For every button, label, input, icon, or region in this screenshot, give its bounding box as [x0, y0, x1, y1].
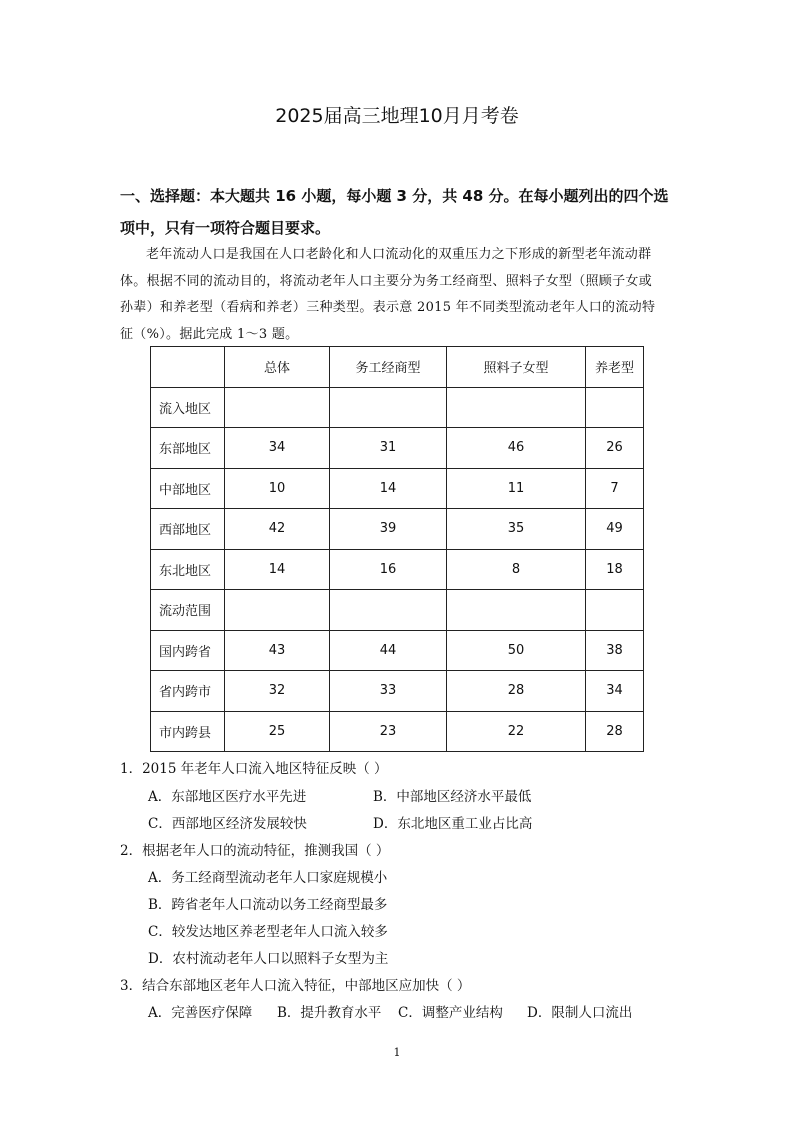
table-cell: 22	[447, 711, 586, 752]
table-row	[151, 711, 644, 752]
table-cell	[330, 387, 447, 428]
table-row-label: 东北地区	[151, 549, 225, 590]
table-cell: 14	[225, 549, 330, 590]
table-row-label: 流入地区	[151, 387, 225, 428]
data-table	[150, 346, 644, 752]
table-cell: 31	[330, 428, 447, 469]
question-1-option-a: A．东部地区医疗水平先进	[148, 789, 307, 805]
question-2-stem: 2．根据老年人口的流动特征，推测我国（ ）	[120, 843, 390, 859]
table-cell	[447, 387, 586, 428]
exam-title: 2025届高三地理10月月考卷	[275, 105, 519, 127]
table-row-label: 国内跨省	[151, 630, 225, 671]
table-cell	[330, 590, 447, 631]
question-2-option-a: A．务工经商型流动老年人口家庭规模小	[148, 870, 388, 886]
table-cell: 8	[447, 549, 586, 590]
table-row	[151, 468, 644, 509]
table-cell: 34	[225, 428, 330, 469]
table-cell: 16	[330, 549, 447, 590]
table-cell: 26	[586, 428, 644, 469]
table-cell: 14	[330, 468, 447, 509]
table-row	[151, 509, 644, 550]
table-row-label: 省内跨市	[151, 671, 225, 712]
table-row-label: 流动范围	[151, 590, 225, 631]
table-row-label: 东部地区	[151, 428, 225, 469]
question-3-option-c: C．调整产业结构	[398, 1005, 503, 1021]
table-cell: 42	[225, 509, 330, 550]
table-row	[151, 590, 644, 631]
table-header-cell: 照料子女型	[447, 347, 586, 388]
question-2-option-d: D．农村流动老年人口以照料子女型为主	[148, 951, 389, 967]
table-header-cell: 务工经商型	[330, 347, 447, 388]
table-cell: 11	[447, 468, 586, 509]
section-heading: 一、选择题：本大题共 16 小题，每小题 3 分，共 48 分。在每小题列出的四个选项中，只有一项符合题目要求。	[120, 187, 669, 237]
table-cell: 28	[586, 711, 644, 752]
table-cell: 33	[330, 671, 447, 712]
table-cell: 46	[447, 428, 586, 469]
question-3-option-a: A．完善医疗保障	[148, 1005, 253, 1021]
question-1-stem: 1．2015 年老年人口流入地区特征反映（ ）	[120, 761, 388, 777]
table-cell: 25	[225, 711, 330, 752]
table-row-label: 西部地区	[151, 509, 225, 550]
question-3-option-d: D．限制人口流出	[527, 1005, 633, 1021]
table-cell: 32	[225, 671, 330, 712]
table-cell: 38	[586, 630, 644, 671]
table-row	[151, 428, 644, 469]
table-cell	[586, 387, 644, 428]
table-row	[151, 387, 644, 428]
intro-paragraph: 老年流动人口是我国在人口老龄化和人口流动化的双重压力之下形成的新型老年流动群体。根据不同的流动目的，将流动老年人口主要分为务工经商型、照料子女型（照顾子女或孙辈）和养老型（看病和养老）三种类型。表示意 2015 年不同类型流动老年人口的流动特征（%）。据此完成 1～3 题。	[120, 247, 656, 342]
question-1-option-b: B．中部地区经济水平最低	[373, 789, 532, 805]
question-2-option-c: C．较发达地区养老型老年人口流入较多	[148, 924, 388, 940]
table-cell	[225, 590, 330, 631]
table-cell: 28	[447, 671, 586, 712]
table-cell: 18	[586, 549, 644, 590]
table-cell: 23	[330, 711, 447, 752]
question-1-option-d: D．东北地区重工业占比高	[373, 816, 533, 832]
table-header-cell: 养老型	[586, 347, 644, 388]
table-cell: 43	[225, 630, 330, 671]
page-number: 1	[393, 1046, 401, 1059]
table-cell: 49	[586, 509, 644, 550]
table-cell: 35	[447, 509, 586, 550]
table-cell: 10	[225, 468, 330, 509]
table-cell: 7	[586, 468, 644, 509]
question-2-option-b: B．跨省老年人口流动以务工经商型最多	[148, 897, 388, 913]
table-cell: 50	[447, 630, 586, 671]
question-3-stem: 3．结合东部地区老年人口流入特征，中部地区应加快（ ）	[120, 978, 471, 994]
table-cell: 44	[330, 630, 447, 671]
table-cell: 34	[586, 671, 644, 712]
table-cell	[586, 590, 644, 631]
table-cell: 39	[330, 509, 447, 550]
question-1-option-c: C．西部地区经济发展较快	[148, 816, 307, 832]
table-row-label: 中部地区	[151, 468, 225, 509]
table-header-row	[151, 347, 644, 388]
table-cell	[447, 590, 586, 631]
table-row-label: 市内跨县	[151, 711, 225, 752]
table-header-cell	[151, 347, 225, 388]
table-header-cell: 总体	[225, 347, 330, 388]
table-row	[151, 671, 644, 712]
table-row	[151, 630, 644, 671]
table-cell	[225, 387, 330, 428]
table-row	[151, 549, 644, 590]
question-3-option-b: B．提升教育水平	[277, 1005, 382, 1021]
